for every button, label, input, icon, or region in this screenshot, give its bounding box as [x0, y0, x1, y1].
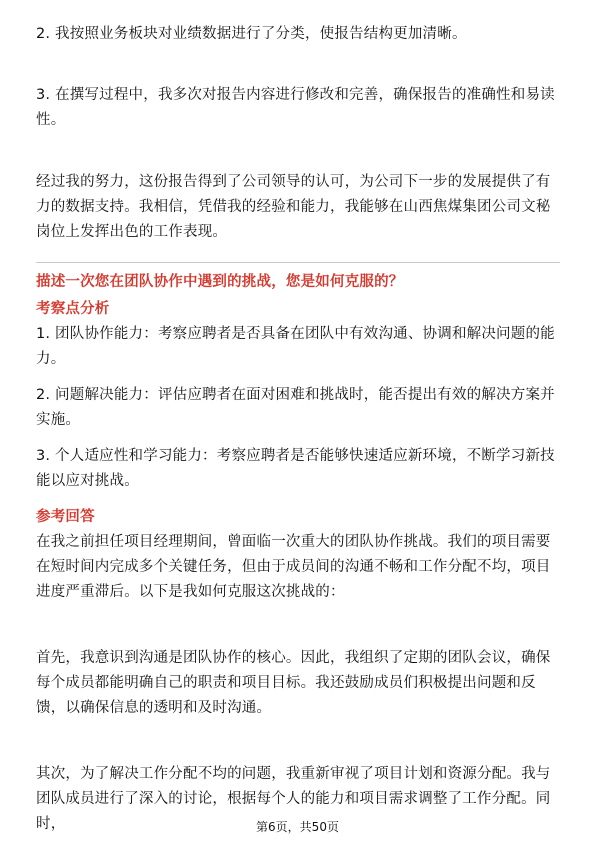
- page-number-footer: 第6页，共50页: [256, 820, 339, 834]
- item-2-paragraph: 2. 我按照业务板块对业绩数据进行了分类，使报告结构更加清晰。: [36, 26, 467, 42]
- answer-paragraph-1: 在我之前担任项目经理期间，曾面临一次重大的团队协作挑战。我们的项目需要在短时间内完成多个关键任务，但由于成员间的沟通不畅和工作分配不均，项目进度严重滞后。以下是我如何克服这次挑战的：: [36, 534, 551, 600]
- section-divider: [36, 262, 560, 263]
- analysis-item-1: 1. 团队协作能力：考察应聘者是否具备在团队中有效沟通、协调和解决问题的能力。: [36, 326, 555, 367]
- question-title: 描述一次您在团队协作中遇到的挑战，您是如何克服的？: [36, 274, 404, 290]
- conclusion-paragraph: 经过我的努力，这份报告得到了公司领导的认可，为公司下一步的发展提供了有力的数据支持。我相信，凭借我的经验和能力，我能够在山西焦煤集团公司文秘岗位上发挥出色的工作表现。: [36, 174, 551, 240]
- answer-heading: 参考回答: [36, 509, 95, 525]
- answer-paragraph-2: 首先，我意识到沟通是团队协作的核心。因此，我组织了定期的团队会议，确保每个成员都能明确自己的职责和项目目标。我还鼓励成员们积极提出问题和反馈，以确保信息的透明和及时沟通。: [36, 650, 551, 716]
- analysis-heading: 考察点分析: [36, 301, 110, 317]
- analysis-item-2: 2. 问题解决能力：评估应聘者在面对困难和挑战时，能否提出有效的解决方案并实施。: [36, 387, 555, 428]
- item-3-paragraph: 3. 在撰写过程中，我多次对报告内容进行修改和完善，确保报告的准确性和易读性。: [36, 87, 555, 128]
- analysis-item-3: 3. 个人适应性和学习能力：考察应聘者是否能够快速适应新环境，不断学习新技能以应对挑战。: [36, 448, 555, 489]
- answer-paragraph-3: 其次，为了解决工作分配不均的问题，我重新审视了项目计划和资源分配。我与团队成员进行了深入的讨论，根据每个人的能力和项目需求调整了工作分配。同时，: [36, 766, 551, 832]
